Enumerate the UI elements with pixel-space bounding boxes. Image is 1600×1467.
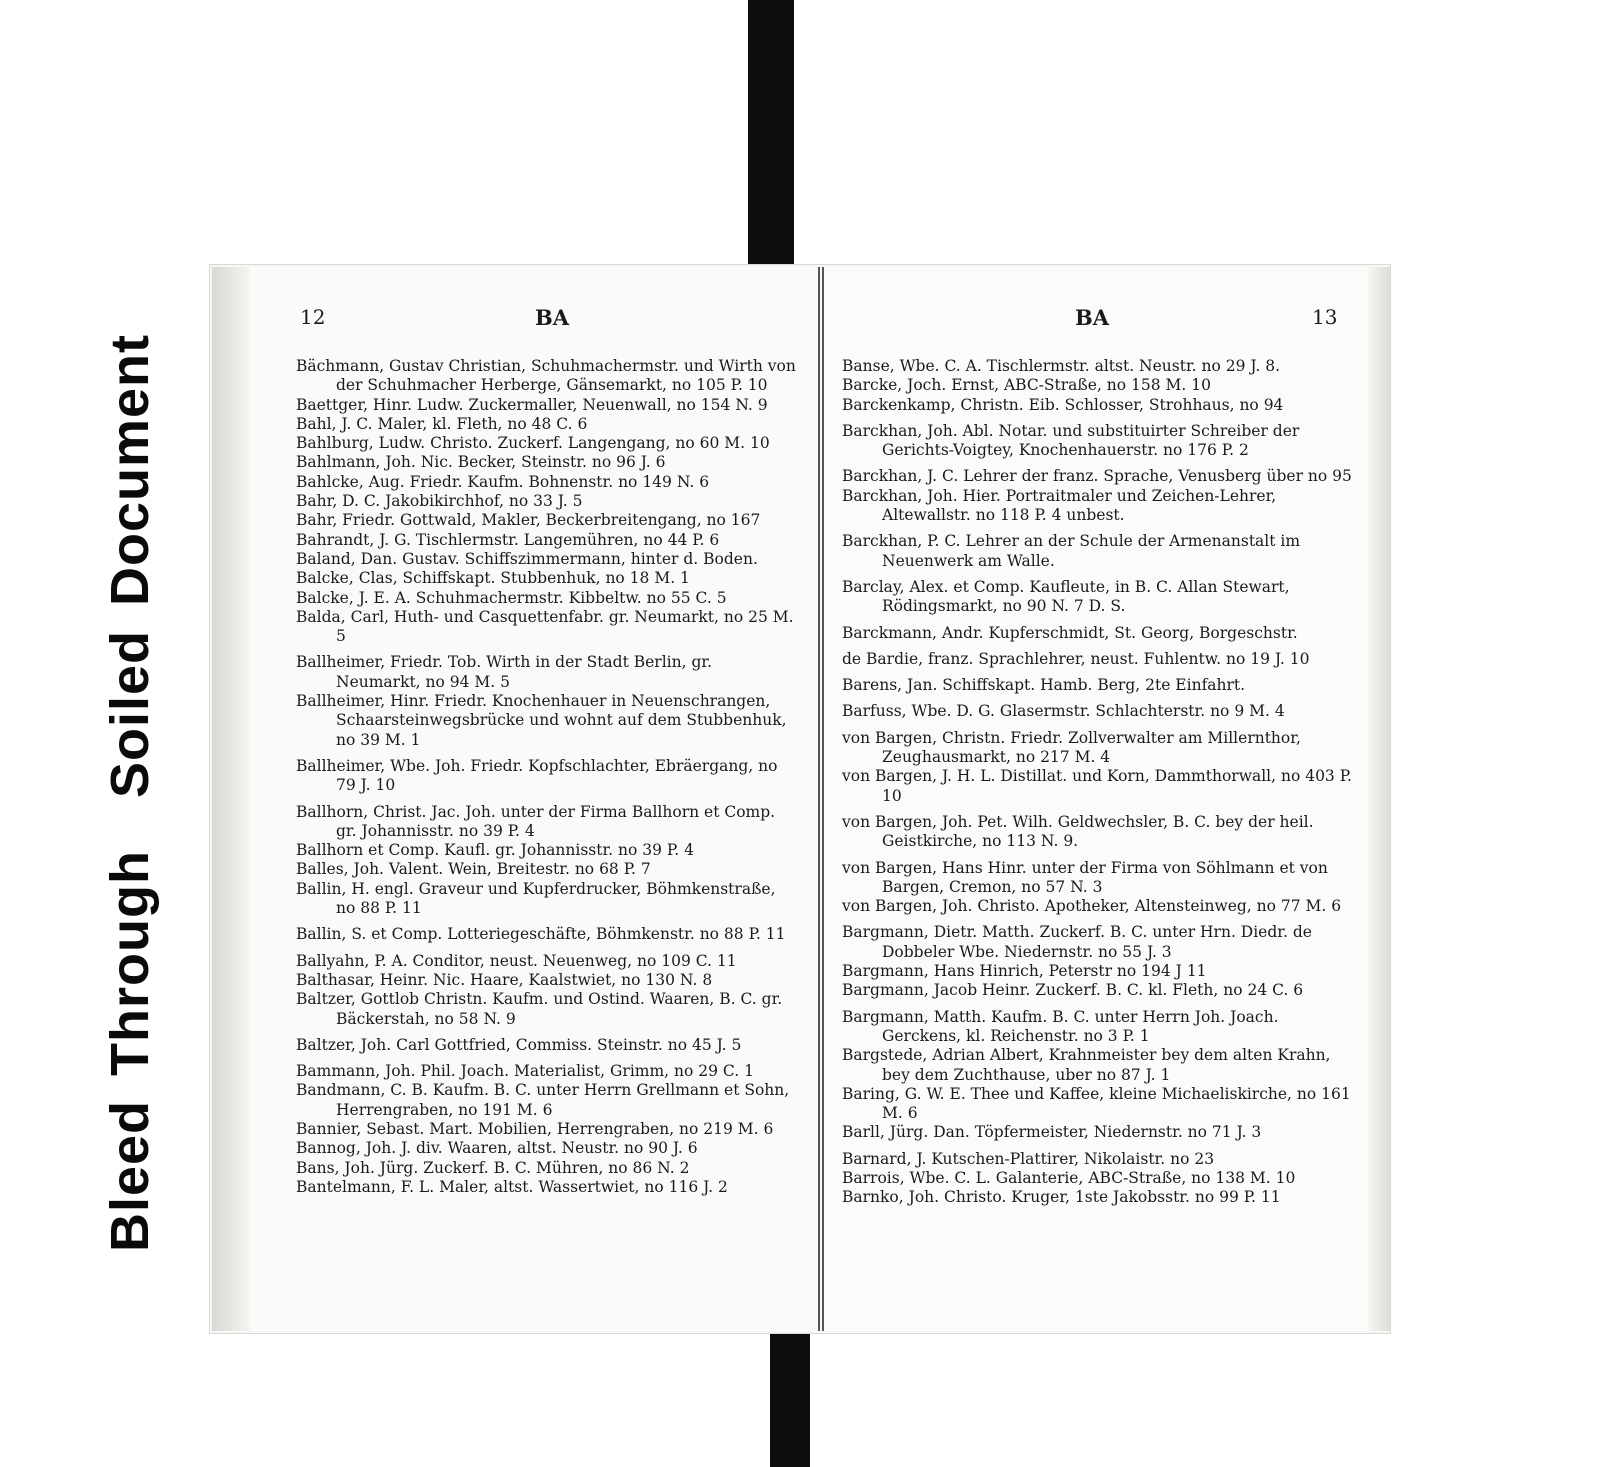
directory-entry: Ballin, S. et Comp. Lotteriegeschäfte, Böhmkenstr. no 88 P. 11 bbox=[296, 925, 786, 944]
binder-clip-top bbox=[748, 0, 794, 265]
directory-entry: Ballheimer, Wbe. Joh. Friedr. Kopfschlachter, Ebräergang, no 79 J. 10 bbox=[296, 756, 778, 795]
directory-entry: Barnard, J. Kutschen-Plattirer, Nikolaistr. no 23 bbox=[842, 1149, 1215, 1168]
directory-entry: Bargmann, Jacob Heinr. Zuckerf. B. C. kl. Fleth, no 24 C. 6 bbox=[842, 981, 1304, 1000]
directory-entry: Barckhan, Joh. Hier. Portraitmaler und Zeichen-Lehrer, Altewallstr. no 118 P. 4 unbest. bbox=[842, 486, 1277, 525]
directory-entry: Bahr, D. C. Jakobikirchhof, no 33 J. 5 bbox=[296, 492, 583, 511]
directory-entry: Balda, Carl, Huth- und Casquettenfabr. gr. Neumarkt, no 25 M. 5 bbox=[296, 607, 794, 646]
right-running-head: BA bbox=[1075, 305, 1110, 330]
directory-entry: Ballhorn, Christ. Jac. Joh. unter der Firma Ballhorn et Comp. gr. Johannisstr. no 39 P. 4 bbox=[296, 802, 776, 840]
directory-entry: Bargmann, Dietr. Matth. Zuckerf. B. C. unter Hrn. Diedr. de Dobbeler Wbe. Niedernstr. no 55 J. 3 bbox=[842, 923, 1312, 961]
stamp-word-soiled: Soiled bbox=[100, 629, 161, 799]
stamp-word-bleed: Bleed bbox=[100, 1099, 161, 1253]
directory-entry: Barckenkamp, Christn. Eib. Schlosser, Strohhaus, no 94 bbox=[842, 395, 1284, 414]
directory-entry: Balcke, Clas, Schiffskapt. Stubbenhuk, no 18 M. 1 bbox=[296, 569, 690, 588]
directory-entry: von Bargen, Christn. Friedr. Zollverwalter am Millernthor, Zeughausmarkt, no 217 M. 4 bbox=[842, 728, 1301, 767]
directory-entry: Bannier, Sebast. Mart. Mobilien, Herrengraben, no 219 M. 6 bbox=[296, 1119, 774, 1138]
left-running-head: BA bbox=[535, 305, 570, 330]
stamp-word-document: Document bbox=[100, 333, 161, 606]
directory-entry: Balcke, J. E. A. Schuhmachermstr. Kibbeltw. no 55 C. 5 bbox=[296, 588, 727, 607]
directory-entry: Ballin, H. engl. Graveur und Kupferdrucker, Böhmkenstraße, no 88 P. 11 bbox=[296, 879, 776, 918]
directory-entry: Bargstede, Adrian Albert, Krahnmeister bey dem alten Krahn, bey dem Zuchthause, uber no 87 J. 1 bbox=[842, 1046, 1331, 1084]
directory-entry: Bahlmann, Joh. Nic. Becker, Steinstr. no 96 J. 6 bbox=[296, 453, 666, 472]
directory-entry: Barens, Jan. Schiffskapt. Hamb. Berg, 2te Einfahrt. bbox=[842, 676, 1246, 695]
directory-entry: Barrois, Wbe. C. L. Galanterie, ABC-Straße, no 138 M. 10 bbox=[842, 1168, 1296, 1187]
right-entries-column bbox=[842, 357, 1352, 1208]
directory-entry: Barcke, Joch. Ernst, ABC-Straße, no 158 M. 10 bbox=[842, 376, 1211, 395]
directory-entry: Balles, Joh. Valent. Wein, Breitestr. no 68 P. 7 bbox=[296, 860, 651, 879]
directory-entry: Bammann, Joh. Phil. Joach. Materialist, Grimm, no 29 C. 1 bbox=[296, 1062, 754, 1081]
directory-entry: Bannog, Joh. J. div. Waaren, altst. Neustr. no 90 J. 6 bbox=[296, 1139, 698, 1158]
directory-entry: Barckmann, Andr. Kupferschmidt, St. Georg, Borgeschstr. bbox=[842, 623, 1298, 642]
right-page-number: 13 bbox=[1312, 305, 1338, 329]
directory-entry: Ballhorn et Comp. Kaufl. gr. Johannisstr. no 39 P. 4 bbox=[296, 841, 694, 860]
directory-entry: Ballheimer, Friedr. Tob. Wirth in der Stadt Berlin, gr. Neumarkt, no 94 M. 5 bbox=[296, 653, 713, 691]
directory-entry: von Bargen, Joh. Christo. Apotheker, Altensteinweg, no 77 M. 6 bbox=[842, 897, 1342, 916]
left-entries-column bbox=[296, 357, 796, 1197]
directory-entry: Barnko, Joh. Christo. Kruger, 1ste Jakobsstr. no 99 P. 11 bbox=[842, 1188, 1281, 1207]
directory-entry: Balthasar, Heinr. Nic. Haare, Kaalstwiet, no 130 N. 8 bbox=[296, 970, 713, 989]
directory-entry: Bantelmann, F. L. Maler, altst. Wassertwiet, no 116 J. 2 bbox=[296, 1177, 728, 1196]
directory-entry: Barclay, Alex. et Comp. Kaufleute, in B. C. Allan Stewart, Rödingsmarkt, no 90 N. 7 D. S. bbox=[842, 577, 1290, 616]
directory-entry: Bandmann, C. B. Kaufm. B. C. unter Herrn Grellmann et Sohn, Herrengraben, no 191 M. 6 bbox=[296, 1081, 790, 1119]
directory-entry: Baltzer, Joh. Carl Gottfried, Commiss. Steinstr. no 45 J. 5 bbox=[296, 1035, 742, 1054]
directory-entry: Bargmann, Matth. Kaufm. B. C. unter Herrn Joh. Joach. Gerckens, kl. Reichenstr. no 3 P. 1 bbox=[842, 1007, 1279, 1045]
bleed-through-soiled-document-stamp bbox=[80, 268, 180, 1318]
directory-entry: Bargmann, Hans Hinrich, Peterstr no 194 J 11 bbox=[842, 962, 1207, 981]
directory-entry: von Bargen, Joh. Pet. Wilh. Geldwechsler, B. C. bey der heil. Geistkirche, no 113 N. 9. bbox=[842, 812, 1314, 851]
directory-entry: Bächmann, Gustav Christian, Schuhmachermstr. und Wirth von der Schuhmacher Herberge, Gänsemarkt, no 105 P. 10 bbox=[296, 357, 796, 395]
directory-entry: Bahlcke, Aug. Friedr. Kaufm. Bohnenstr. no 149 N. 6 bbox=[296, 472, 710, 491]
directory-entry: Baring, G. W. E. Thee und Kaffee, kleine Michaeliskirche, no 161 M. 6 bbox=[842, 1084, 1351, 1123]
directory-entry: von Bargen, Hans Hinr. unter der Firma von Söhlmann et von Bargen, Cremon, no 57 N. 3 bbox=[842, 858, 1328, 896]
stamp-word-through: Through bbox=[100, 850, 161, 1076]
directory-entry: Bahl, J. C. Maler, kl. Fleth, no 48 C. 6 bbox=[296, 414, 588, 433]
directory-entry: Barll, Jürg. Dan. Töpfermeister, Niedernstr. no 71 J. 3 bbox=[842, 1123, 1262, 1142]
directory-entry: Banse, Wbe. C. A. Tischlermstr. altst. Neustr. no 29 J. 8. bbox=[842, 357, 1281, 375]
directory-entry: Ballyahn, P. A. Conditor, neust. Neuenweg, no 109 C. 11 bbox=[296, 951, 737, 970]
directory-entry: de Bardie, franz. Sprachlehrer, neust. Fuhlentw. no 19 J. 10 bbox=[842, 649, 1310, 668]
directory-entry: Baettger, Hinr. Ludw. Zuckermaller, Neuenwall, no 154 N. 9 bbox=[296, 395, 768, 414]
directory-entry: Barckhan, J. C. Lehrer der franz. Sprache, Venusberg über no 95 bbox=[842, 467, 1352, 486]
directory-entry: Barckhan, P. C. Lehrer an der Schule der Armenanstalt im Neuenwerk am Walle. bbox=[842, 532, 1301, 570]
directory-entry: Bahr, Friedr. Gottwald, Makler, Beckerbreitengang, no 167 bbox=[296, 511, 761, 530]
binder-clip-bottom bbox=[770, 1330, 810, 1467]
directory-entry: Bahrandt, J. G. Tischlermstr. Langemühren, no 44 P. 6 bbox=[296, 530, 720, 549]
directory-entry: Barfuss, Wbe. D. G. Glasermstr. Schlachterstr. no 9 M. 4 bbox=[842, 702, 1285, 721]
directory-entry: Ballheimer, Hinr. Friedr. Knochenhauer in Neuenschrangen, Schaarsteinwegsbrücke und wohnt auf dem Stubbenhuk, no 39 M. 1 bbox=[296, 692, 787, 749]
directory-entry: von Bargen, J. H. L. Distillat. und Korn, Dammthorwall, no 403 P. 10 bbox=[842, 767, 1352, 805]
directory-entry: Baland, Dan. Gustav. Schiffszimmermann, hinter d. Boden. bbox=[296, 549, 758, 568]
directory-entry: Baltzer, Gottlob Christn. Kaufm. und Ostind. Waaren, B. C. gr. Bäckerstah, no 58 N. 9 bbox=[296, 990, 783, 1028]
left-page-number: 12 bbox=[300, 305, 326, 329]
directory-entry: Bans, Joh. Jürg. Zuckerf. B. C. Mühren, no 86 N. 2 bbox=[296, 1158, 690, 1177]
directory-entry: Barckhan, Joh. Abl. Notar. und substituirter Schreiber der Gerichts-Voigtey, Knochenhauerstr. no 176 P. 2 bbox=[842, 421, 1300, 460]
directory-entry: Bahlburg, Ludw. Christo. Zuckerf. Langengang, no 60 M. 10 bbox=[296, 434, 770, 453]
